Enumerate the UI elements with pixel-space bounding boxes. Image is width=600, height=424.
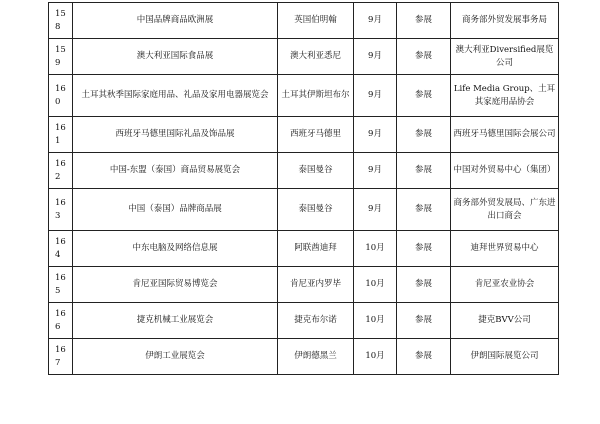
- exhibition-city: 西班牙马德里: [278, 117, 354, 153]
- organizer: 伊朗国际展览公司: [451, 339, 559, 375]
- participation-form: 参展: [397, 303, 451, 339]
- organizer: 中国对外贸易中心（集团）: [451, 153, 559, 189]
- exhibition-month: 10月: [354, 303, 397, 339]
- exhibition-name: 西班牙马德里国际礼品及饰品展: [73, 117, 278, 153]
- table-row: [49, 75, 559, 117]
- exhibition-name: 伊朗工业展览会: [73, 339, 278, 375]
- organizer: 商务部外贸发展局、广东进出口商会: [451, 189, 559, 231]
- row-number: 166: [49, 303, 73, 339]
- exhibition-table-body: [49, 3, 559, 375]
- participation-form: 参展: [397, 267, 451, 303]
- row-number: 159: [49, 39, 73, 75]
- participation-form: 参展: [397, 153, 451, 189]
- row-number: 161: [49, 117, 73, 153]
- exhibition-month: 9月: [354, 189, 397, 231]
- row-number: 160: [49, 75, 73, 117]
- organizer: 商务部外贸发展事务局: [451, 3, 559, 39]
- exhibition-name: 澳大利亚国际食品展: [73, 39, 278, 75]
- row-number: 158: [49, 3, 73, 39]
- exhibition-city: 英国伯明翰: [278, 3, 354, 39]
- table-row: [49, 3, 559, 39]
- exhibition-month: 10月: [354, 339, 397, 375]
- participation-form: 参展: [397, 75, 451, 117]
- organizer: 捷克BVV公司: [451, 303, 559, 339]
- participation-form: 参展: [397, 339, 451, 375]
- exhibition-month: 9月: [354, 3, 397, 39]
- organizer: 迪拜世界贸易中心: [451, 231, 559, 267]
- exhibition-city: 捷克布尔诺: [278, 303, 354, 339]
- exhibition-city: 澳大利亚悉尼: [278, 39, 354, 75]
- row-number: 164: [49, 231, 73, 267]
- row-number: 162: [49, 153, 73, 189]
- exhibition-name: 中国品牌商品欧洲展: [73, 3, 278, 39]
- participation-form: 参展: [397, 231, 451, 267]
- organizer: 澳大利亚Diversified展览公司: [451, 39, 559, 75]
- table-row: [49, 189, 559, 231]
- exhibition-city: 阿联酋迪拜: [278, 231, 354, 267]
- exhibition-month: 9月: [354, 75, 397, 117]
- exhibition-city: 伊朗德黑兰: [278, 339, 354, 375]
- exhibition-city: 泰国曼谷: [278, 189, 354, 231]
- exhibition-city: 泰国曼谷: [278, 153, 354, 189]
- row-number: 163: [49, 189, 73, 231]
- exhibition-name: 中国-东盟（泰国）商品贸易展览会: [73, 153, 278, 189]
- organizer: Life Media Group、土耳其家庭用品协会: [451, 75, 559, 117]
- participation-form: 参展: [397, 117, 451, 153]
- exhibition-name: 肯尼亚国际贸易博览会: [73, 267, 278, 303]
- table-row: [49, 267, 559, 303]
- exhibition-table: [48, 2, 559, 375]
- exhibition-name: 中东电脑及网络信息展: [73, 231, 278, 267]
- exhibition-month: 9月: [354, 117, 397, 153]
- exhibition-month: 10月: [354, 267, 397, 303]
- exhibition-city: 肯尼亚内罗毕: [278, 267, 354, 303]
- row-number: 167: [49, 339, 73, 375]
- organizer: 肯尼亚农业协会: [451, 267, 559, 303]
- participation-form: 参展: [397, 189, 451, 231]
- exhibition-name: 中国（泰国）品牌商品展: [73, 189, 278, 231]
- exhibition-name: 捷克机械工业展览会: [73, 303, 278, 339]
- participation-form: 参展: [397, 39, 451, 75]
- table-row: [49, 231, 559, 267]
- table-row: [49, 39, 559, 75]
- table-row: [49, 339, 559, 375]
- exhibition-month: 9月: [354, 153, 397, 189]
- participation-form: 参展: [397, 3, 451, 39]
- table-row: [49, 117, 559, 153]
- exhibition-name: 土耳其秋季国际家庭用品、礼品及家用电器展览会: [73, 75, 278, 117]
- table-row: [49, 153, 559, 189]
- exhibition-month: 10月: [354, 231, 397, 267]
- exhibition-city: 土耳其伊斯坦布尔: [278, 75, 354, 117]
- exhibition-month: 9月: [354, 39, 397, 75]
- organizer: 西班牙马德里国际会展公司: [451, 117, 559, 153]
- table-row: [49, 303, 559, 339]
- row-number: 165: [49, 267, 73, 303]
